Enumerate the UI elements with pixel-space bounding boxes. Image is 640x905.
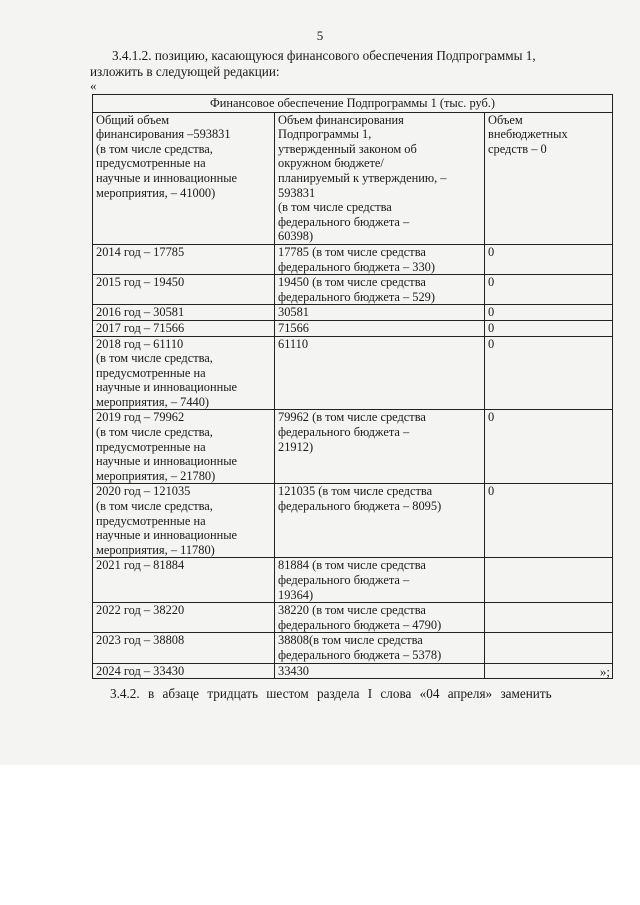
budget-cell: 19450 (в том числе средства федерального бюджета – 529) [275, 275, 485, 305]
header-cell-total: Общий объем финансирования –593831 (в том числе средства, предусмотренные на научные и инновационные мероприятия, – 41000) [93, 112, 275, 244]
table-row [93, 603, 613, 633]
page-number: 5 [316, 28, 324, 43]
year-cell: 2024 год – 33430 [93, 663, 275, 679]
table-row [93, 633, 613, 663]
table-row [93, 275, 613, 305]
budget-cell: 33430 [275, 663, 485, 679]
table-row [93, 336, 613, 410]
year-cell: 2019 год – 79962 (в том числе средства, предусмотренные на научные и инновационные мероприятия, – 21780) [93, 410, 275, 484]
closing-quote: »; [599, 664, 610, 679]
budget-cell: 61110 [275, 336, 485, 410]
intro-paragraph [90, 48, 610, 80]
table-header-row [93, 112, 613, 244]
budget-cell: 121035 (в том числе средства федерального бюджета – 8095) [275, 484, 485, 558]
extrabudget-cell [485, 603, 613, 633]
budget-cell: 79962 (в том числе средства федерального бюджета – 21912) [275, 410, 485, 484]
table-row [93, 410, 613, 484]
extrabudget-cell: 0 [485, 275, 613, 305]
extrabudget-cell [485, 633, 613, 663]
blank-area [0, 765, 640, 905]
year-cell: 2017 год – 71566 [93, 320, 275, 336]
budget-cell: 71566 [275, 320, 485, 336]
extrabudget-cell: 0 [485, 305, 613, 321]
financing-table [92, 94, 613, 679]
budget-cell: 38808(в том числе средства федерального бюджета – 5378) [275, 633, 485, 663]
table-row [93, 558, 613, 603]
year-cell: 2023 год – 38808 [93, 633, 275, 663]
year-cell: 2016 год – 30581 [93, 305, 275, 321]
table-title: Финансовое обеспечение Подпрограммы 1 (тыс. руб.) [93, 95, 613, 113]
extrabudget-cell: 0 [485, 410, 613, 484]
table-row [93, 663, 613, 679]
year-cell: 2015 год – 19450 [93, 275, 275, 305]
budget-cell: 30581 [275, 305, 485, 321]
year-cell: 2021 год – 81884 [93, 558, 275, 603]
year-cell: 2014 год – 17785 [93, 244, 275, 274]
year-cell: 2022 год – 38220 [93, 603, 275, 633]
budget-cell: 38220 (в том числе средства федерального бюджета – 4790) [275, 603, 485, 633]
header-cell-extrabudget: Объем внебюджетных средств – 0 [485, 112, 613, 244]
intro-line-1: 3.4.1.2. позицию, касающуюся финансового обеспечения Подпрограммы 1, [112, 48, 536, 63]
budget-cell: 17785 (в том числе средства федерального бюджета – 330) [275, 244, 485, 274]
header-cell-budget: Объем финансирования Подпрограммы 1, утвержденный законом об окружном бюджете/ планируемый к утверждению, – 593831 (в том числе средства федерального бюджета – 60398) [275, 112, 485, 244]
year-cell: 2020 год – 121035 (в том числе средства, предусмотренные на научные и инновационные мероприятия, – 11780) [93, 484, 275, 558]
opening-quote: « [90, 78, 97, 93]
extrabudget-cell: 0 [485, 484, 613, 558]
extrabudget-cell [485, 663, 613, 679]
extrabudget-cell: 0 [485, 336, 613, 410]
table-row [93, 320, 613, 336]
table-row [93, 484, 613, 558]
table-row [93, 305, 613, 321]
extrabudget-cell [485, 558, 613, 603]
table-title-row [93, 95, 613, 113]
intro-line-2: изложить в следующей редакции: [90, 64, 280, 79]
extrabudget-cell: 0 [485, 320, 613, 336]
year-cell: 2018 год – 61110 (в том числе средства, предусмотренные на научные и инновационные мероприятия, – 7440) [93, 336, 275, 410]
extrabudget-cell: 0 [485, 244, 613, 274]
budget-cell: 81884 (в том числе средства федерального бюджета – 19364) [275, 558, 485, 603]
outro-paragraph: 3.4.2. в абзаце тридцать шестом раздела I слова «04 апреля» заменить [110, 686, 552, 701]
table-row [93, 244, 613, 274]
